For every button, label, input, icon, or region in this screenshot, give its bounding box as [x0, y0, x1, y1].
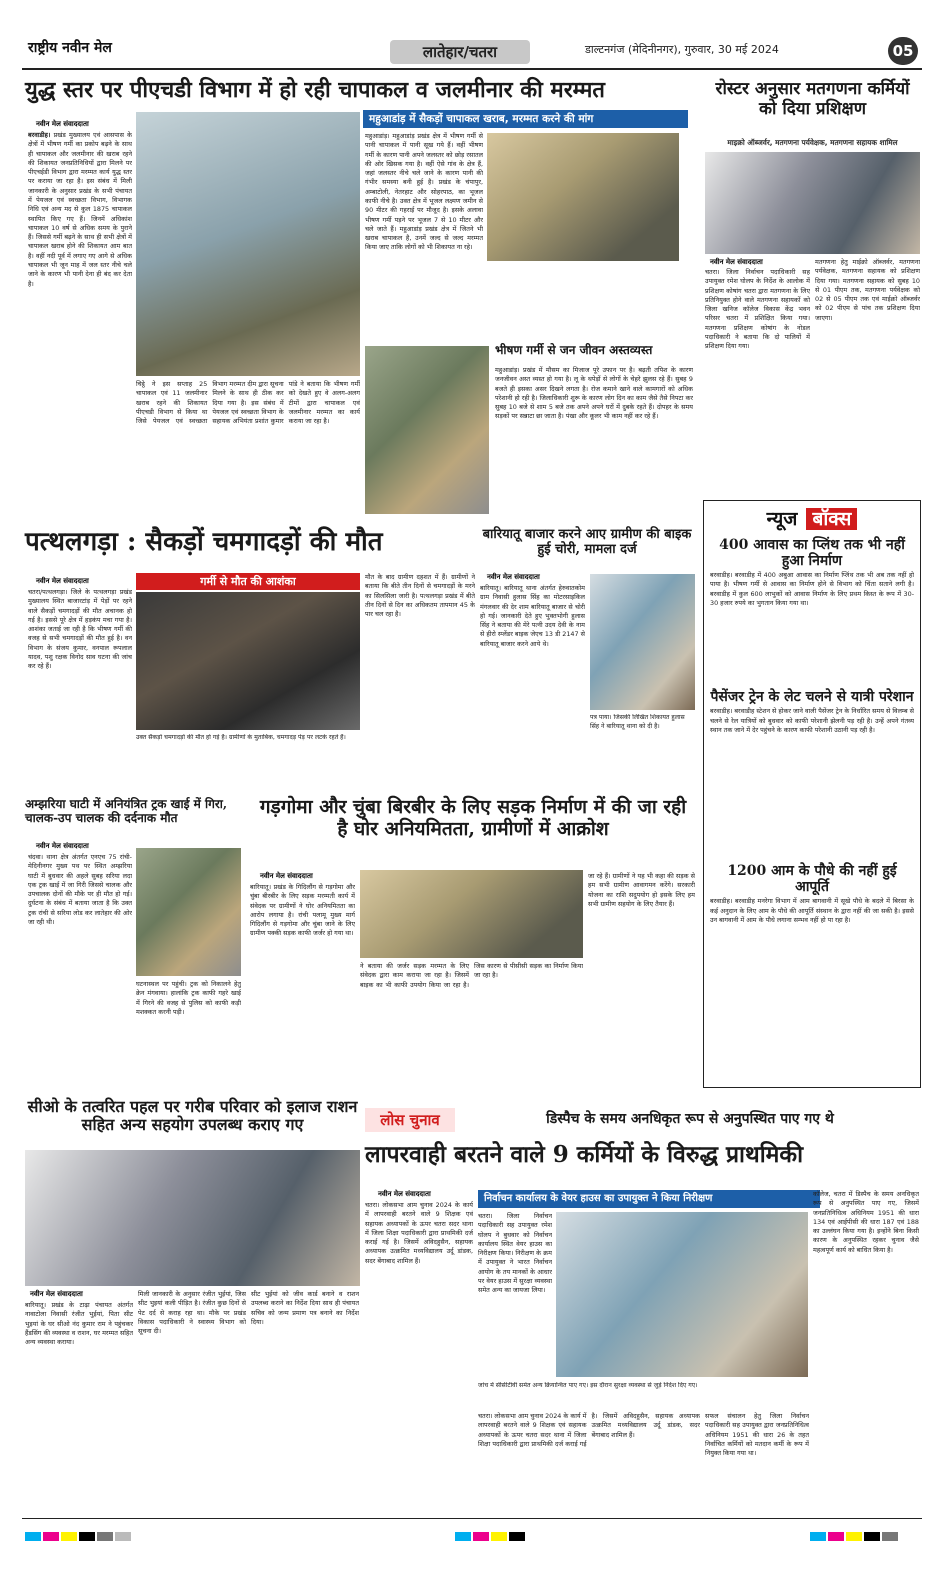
footer-rule [22, 1518, 922, 1519]
story7-photo [360, 870, 583, 958]
page-number: 05 [888, 37, 918, 65]
story1-byline: नवीन मेल संवाददाता [36, 120, 89, 128]
story7-body2: ने बताया की जर्जर सड़क मरम्मत के लिए संवेदक द्वारा काम कराया जा रहा है। जिसमें बाइक का भी काफी उपयोग किया जा रहा है। जिस कारण से पीसीसी सड़क का निर्माण किया जा रहा है। [360, 962, 583, 989]
story5-headline: बारियातू बाजार करने आए ग्रामीण की बाइक हुई चोरी, मामला दर्ज [482, 527, 692, 557]
story1-body2: चिट्ठे ने इस सप्ताह 25 चापाकल एवं 11 जलमीनार खराब रहने की शिकायत पीएचडी विभाग से किया था जिसे पेयजल एवं स्वच्छता विभाग मरम्मत दीम द्वारा सूचना मिलने के साथ ही ठीक कर दिया गया है। इस संबंध में पेयजल एवं स्वच्छता विभाग के सहायक अभियंता प्रशांत कुमार पांडे ने बताया कि भीषण गर्मी को देखते हुए वे अलग-अलग टीमों द्वारा चापाकल एवं जलमीनार मरम्मत का कार्य कराया जा रहा है। [136, 380, 360, 426]
story3-byline: नवीन मेल संवाददाता [710, 258, 763, 266]
story7-body3: जा रहे हैं। ग्रामीणों ने यह भी कहा की सड़क से हम सभी ग्रामीण आवागमन करेंगे। सरकारी योजना का राशि सदुपयोग हो इसके लिए हम सभी ग्रामीण सहयोग के लिए तैयार हैं। [588, 872, 695, 908]
story3-photo [705, 152, 920, 254]
story2-body: महुआडांड़। प्रखंड में मौसम का मिजाज पूरे उफान पर है। बढ़ती तपिश के कारण जनजीवन अस्त व्यस्त हो गया है। लू के थपेड़ों से लोगों के चेहरे झुलस रहे हैं। सुबह 9 बजते ही इसका असर दिखने लगता है। रोज कमाने खाने वाले कामगारों को अधिक परेशानी हो रही है। जिलाधिकारी शुरू के कारण लोग दिन का काम जैसे तैसे निपटा कर सुबह 10 बजे से शाम 5 बजे तक अपने अपने घरों में दुबके रहते हैं। दोपहर के समय सड़कों पर सन्नाटा छा जाता है। पंखा और कूलर भी काम नहीं कर रहे हैं। [495, 366, 693, 421]
story9-photo [556, 1212, 808, 1377]
newsbox-item1-text: बरवाडीह। बरवाडीह में 400 अबुआ आवास का निर्माण प्लिंथ तक भी अब तक नहीं हो पाया है। भीषण गर्मी से आवास का निर्माण होने से विभाग को चिंता सताने लगी है। बरवाडीह में कुल 600 लाभुकों को आवास निर्माण के लिए प्रथम किस्त के रूप में 30-30 हजार रुपये का भुगतान किया गया था। [710, 571, 914, 608]
story1-body [28, 131, 132, 517]
story1-text: प्रखंड मुख्यालय एवं आसपास के क्षेत्रों में भीषण गर्मी का प्रकोप बढ़ने के साथ ही चापाकल और जलमीनार की खराब रहने की शिकायत जनप्रतिनिधियों द्वारा मिलने पर पीएचईडी विभाग द्वारा मरम्मत कार्य युद्ध स्तर पर कराया जा रहा है। इस संबंध में मिली जानकारी के अनुसार प्रखंड के सभी पंचायत में पेयजल एवं स्वच्छता विभाग, विभागक निधि एवं अन्य मद से कुल 1875 चापाकल स्थापित किए गए हैं। जिनमें अधिकांश चापाकल 10 वर्ष से अधिक समय के पुराने हैं। जिससे गर्मी बढ़ने के साथ ही सभी क्षेत्रों में चापाकल खराब होने की शिकायत आम बात है। वहीं नदी पूर्व में लगाए गए आगे से अधिक चापाकल भी जून माह में जल स्तर नीचे चले जाने के कारण भी पानी देना ही बंद कर देता है। [28, 131, 132, 288]
story9-tag: लोस चुनाव [365, 1108, 455, 1132]
newsbox-item3-headline: 1200 आम के पौधे की नहीं हुई आपूर्ति [727, 863, 897, 896]
story1-strip: महुआडांड़ में सैकड़ों चापाकल खराब, मरम्मत करने की मांग [363, 110, 688, 128]
story9-body: चतरा। लोकसभा आम चुनाव 2024 के कार्य में लापरवाही बरतने वाले 9 शिक्षक एवं सहायक अध्यापकों के ऊपर चतरा सदर थाना में जिला शिक्षा पदाधिकारी द्वारा प्राथमिकी दर्ज कराई गई है। जिसमें अविदहुसैन, सहायक अध्यापक उत्क्रमित मध्यविद्यालय उर्दू डांडक, सदर बेंगाबाद शामिल हैं। [365, 1201, 473, 1265]
story4-photo [136, 592, 360, 730]
story8-byline: नवीन मेल संवाददाता [30, 1290, 83, 1298]
story1-photo [136, 112, 360, 376]
masthead: राष्ट्रीय नवीन मेल [28, 40, 112, 56]
story5-byline: नवीन मेल संवाददाता [487, 573, 540, 581]
story9-inner-caption: जांच में सीसीटीवी समेत अन्य क्रियान्वित पाए गए। इस दौरान सुरक्षा व्यवस्था से जुड़े निर्देश दिए गए। [478, 1382, 698, 1389]
story3-headline: रोस्टर अनुसार मतगणना कर्मियों को दिया प्रशिक्षण [715, 79, 910, 119]
newsbox-item3-text: बरवाडीह। बरवाडीह मनरेगा विभाग में आम बागवानी में सूखे पौधे के बदले में बिरसा के कई अनुदान के लिए आम के पौधे की आपूर्ति संस्थान के द्वारा नहीं की जा सकी है। इससे उन बागवानी में आम के पौधे लगाना सम्भव नहीं हो पा रहा है। [710, 897, 914, 925]
section-tab: लातेहार/चतरा [390, 40, 530, 64]
story7-body: बारियातू। प्रखंड के गिदिलौंग से गड़गोमा और चुंबा बीरबीर के लिए सड़क मरम्मती कार्य में संवेदक पर ग्रामीणों ने घोर अनियमितता का आरोप लगाया है। रांची पलामू मुख्य मार्ग गिदिलौंग से गड़गोमा और चुंबा जाने के लिए ग्रामीण पक्की सड़क काफी जर्जर हो गया था। [250, 883, 355, 938]
story9-headline: लापरवाही बरतने वाले 9 कर्मियों के विरुद्ध प्राथमिकी [365, 1141, 804, 1168]
newsbox-title-b: बॉक्स [806, 508, 857, 530]
header-rule [22, 68, 922, 70]
story1-strip-photo [487, 133, 679, 261]
color-registration-bar-left [25, 1526, 133, 1545]
story1-dateline: बरवाडीह। [28, 131, 51, 139]
newsbox-item1-headline: 400 आवास का प्लिंथ तक भी नहीं हुआ निर्माण [719, 537, 905, 570]
story1-headline: युद्ध स्तर पर पीएचडी विभाग में हो रही चापाकल व जलमीनार की मरम्मत [25, 77, 605, 103]
story3-body: चतरा। जिला निर्वाचन पदाधिकारी सह उपायुक्त रमेश घोलप के निर्देश के आलोक में प्रशिक्षण कोषांग चतरा द्वारा मतगणना के लिए प्रतिनियुक्त होने वाले मतगणना सहायकों को जिला खनिज कॉलेज विकास केंद्र भवन परिसर चतरा में प्रशिक्षित किया गया। मतगणना प्रशिक्षण कोषांग के नोडल पदाधिकारी ने बताया कि दो पालियों में प्रशिक्षण दिया गया। [705, 268, 810, 351]
story1-strip-text: महुआडांड़। महुआडांड़ प्रखंड क्षेत्र में भीषण गर्मी से पानी चापाकल में पानी सूख गये हैं। वहीं भीषण गर्मी के कारण पानी अपने जलस्तर को छोड़ रसातल की ओर खिसक गया है। वहीं ऐसे गांव के क्षेत्र हैं, जहां जलस्तर नीचे चले जाने के कारण पानी की गंभीर समस्या बनी हुई है। प्रखंड के चंपापुर, अम्बाटोली, नेतरहाट और सोहरपाठ, का भूजल काफी नीचे है। उक्त क्षेत्र में भूजल लक्ष्मण जमीन से 90 मीटर की गहराई पर मौजूद है। इसके अलावा भीषण गर्मी पड़ने पर भूजल 7 से 10 मीटर और चले जाते हैं। महुआडांड़ प्रखंड क्षेत्र में जितने भी खराब चापाकल है, उनमें जल्द से जल्द मरम्मत किया जाए ताकि लोगों को भी शिकायत ना रहे। [365, 132, 483, 252]
story4-caption: उक्त सैकड़ों चमगादड़ों की मौत हो गई है। ग्रामीणों के मुताबिक, चमगादड़ पेड़ पर लटके रहते हैं। [136, 734, 346, 741]
story7-byline: नवीन मेल संवाददाता [260, 872, 313, 880]
story9-strip: निर्वाचन कार्यालय के वेयर हाउस का उपायुक्त ने किया निरीक्षण [478, 1190, 820, 1208]
story2-photo [365, 346, 489, 514]
story6-body2: घटनास्थल पर पहुंची। ट्रक को निकालने हेतु क्रेन मंगवाया। हालांकि ट्रक काफी गहरे खाई में गिरने की वजह से पुलिस को काफी कड़ी मशक्कत करनी पड़ी। [136, 980, 241, 1016]
newsbox-item2-headline: पैसेंजर ट्रेन के लेट चलने से यात्री परेशान [710, 689, 914, 706]
story8-body2: मिली जानकारी के अनुसार रंजीत भुईयां, जिस सीट भुइयां कली पीड़ित है। रंजीत कुछ दिनों से पेट दर्द से कराह रहा था। मौके पर प्रखंड विकास पदाधिकारी ने स्वास्थ्य विभाग को सूचना दी। [138, 1290, 246, 1336]
story6-body: चंदवा। थाना क्षेत्र अंतर्गत एनएच 75 रांची-मेदिनीनगर मुख्य पथ पर स्थित अम्झरिया घाटी में बुधवार की अहले सुबह सरिया लदा एक ट्रक खाई में जा गिरी जिससे चालक और उपचालक दोनों की मौके पर ही मौत हो गई। दुर्घटना के संबंध में बताया जाता है कि उक्त ट्रक रांची से सरिया लोड कर लातेहार की ओर जा रही थी। [28, 853, 132, 926]
story2-headline: भीषण गर्मी से जन जीवन अस्तव्यस्त [495, 343, 653, 357]
story3-subhead: माइक्रो ऑब्जर्वर, मतगणना पर्यवेक्षक, मतगणना सहायक शामिल [727, 138, 898, 147]
story9-body2: चतरा। लोकसभा आम चुनाव 2024 के कार्य में लापरवाही बरतने वाले 9 शिक्षक एवं सहायक अध्यापकों के ऊपर चतरा सदर थाना में जिला शिक्षा पदाधिकारी द्वारा प्राथमिकी दर्ज कराई गई है। जिसमें अविदहुसैन, सहायक अध्यापक उत्क्रमित मध्यविद्यालय उर्दू डांडक, सदर बेंगाबाद शामिल हैं। [478, 1412, 700, 1448]
story9-bottom-text: सफल संचालन हेतु जिला निर्वाचन पदाधिकारी सह उपायुक्त द्वारा जनप्रतिनिधित्व अधिनियम 1951 की धारा 26 के तहत निर्वाचित कर्मियों को मतदान कर्मी के रूप में नियुक्त किया गया था। [705, 1412, 809, 1458]
story7-headline: गड़गोमा और चुंबा बिरबीर के लिए सड़क निर्माण में की जा रही है घोर अनियमितता, ग्रामीणों में आक्रोश [259, 796, 687, 840]
story6-byline: नवीन मेल संवाददाता [36, 842, 89, 850]
story4-body: चतरा/पत्थलगड़ा। जिले के पत्थलगड़ा प्रखंड मुख्यालय स्थित बाजारटांड़ में पेड़ों पर रहने वाले सैकड़ों चमगादड़ों की मौत अचानक हो गई है। इससे पूरे क्षेत्र में हड़कंप मचा गया है। आशंका जताई जा रही है कि भीषण गर्मी की वजह से सभी चमगादड़ों की मौत हुई है। वन विभाग के संजय कुमार, वनपाल रूपलाल यादव, पशु रक्षक विनोद साव घटना की जांच कर रहे हैं। [28, 588, 132, 671]
story6-photo [136, 848, 241, 976]
story4-byline: नवीन मेल संवाददाता [36, 577, 89, 585]
story9-right-text: कॉलेज, चतरा में डिस्पैच के समय अनधिकृत रूप से अनुपस्थित पाए गए, जिसमें जनप्रतिनिधित्व अधिनियम 1951 की धारा 134 एवं आईपीसी की धारा 187 एवं 188 का उल्लंघन किया गया है। इन्होंने बिना किसी कारण के अनुपस्थित रहकर चुनाव जैसे महत्वपूर्ण कार्य को बाधित किया है। [813, 1190, 919, 1254]
story8-photo [25, 1150, 360, 1286]
story8-body: बारियातू। प्रखंड के टाढ़ा पंचायत अंतर्गत नावाटोला निवासी रंजीत भुईयां, पिता सीट भुइयां के घर सीओ नंद कुमार राम ने पहुंचकर हैंडसिंग की व्यवस्था व राशन, घर मरम्मत सहित अन्य व्यवस्था कराया। [25, 1301, 133, 1347]
color-registration-bar-center [455, 1526, 527, 1545]
story5-photo [590, 574, 695, 710]
story4-body2: मौत के बाद ग्रामीण दहशत में हैं। ग्रामीणों ने बताया कि बीते तीन दिनों से चमगादड़ों के मरने का सिलसिला जारी है। पत्थलगड़ा प्रखंड में बीते तीन दिनों से दिन का अधिकतम तापमान 45 के पार चल रहा है। [365, 573, 475, 619]
story9-kicker: डिस्पैच के समय अनधिकृत रूप से अनुपस्थित पाए गए थे [546, 1111, 834, 1127]
story8-headline: सीओ के तत्वरित पहल पर गरीब परिवार को इलाज राशन सहित अन्य सहयोग उपलब्ध कराए गए [27, 1097, 358, 1135]
color-registration-bar-right [810, 1526, 900, 1545]
story5-caption: पत्र पाया। जिसकी लिखित शिकायत हुलास सिंह ने बारियातू थाना को दी है। [590, 714, 685, 730]
story4-headline: पत्थलगड़ा : सैकड़ों चमगादड़ों की मौत [25, 527, 383, 557]
story3-body2: मतगणना हेतु माईक्रो ऑब्जर्वर, मतगणना पर्यवेक्षक, मतगणना सहायक को प्रशिक्षण दिया गया। मतगणना सहायक को सुबह 10 से 01 पीएम तक, मतगणना पर्यवेक्षक को 02 से 05 पीएम तक एवं माईक्रो ऑब्जर्वर को 02 पीएम से पांच तक प्रशिक्षण दिया जाएगा। [815, 258, 920, 322]
story6-headline: अम्झरिया घाटी में अनियंत्रित ट्रक खाई में गिरा, चालक-उप चालक की दर्दनाक मौत [25, 797, 228, 825]
story4-strip: गर्मी से मौत की आशंका [136, 573, 360, 590]
story9-inner-text: चतरा। जिला निर्वाचन पदाधिकारी सह उपायुक्त रमेश घोलप ने बुधवार को निर्वाचन कार्यालय स्थित वेयर हाउस का निरीक्षण किया। निरीक्षण के क्रम में उपायुक्त ने भारत निर्वाचन आयोग के तय मानकों के आधार पर वेयर हाउस में सुरक्षा व्यवस्था समेत अन्य का जायजा लिया। [478, 1212, 552, 1295]
story9-byline: नवीन मेल संवाददाता [378, 1190, 431, 1198]
page-dateline: डाल्टनगंज (मेदिनीनगर), गुरुवार, 30 मई 2024 [585, 43, 779, 56]
newsbox-title-a: न्यूज [766, 508, 798, 530]
newsbox-item2-text: बरवाडीह। बरवाडीह स्टेशन से होकर जाने वाली पैसेंजर ट्रेन के निर्धारित समय से विलम्ब से चलने से रेल यात्रियों को बुधवार को काफी परेशानी झेलनी पड़ रही है। उन्हें अपने गंतव्य स्थान तक जाने में देर पहुंचने के कारण काफी परेशानी उठानी पड़ रही है। [710, 707, 914, 734]
story8-body3: सीट भुईयां को जीव कार्ड बनाने व राशन उपलब्ध कराने का निर्देश दिया साथ ही पंचायत सचिव को जन्म प्रमाण पत्र बनाने का निर्देश दिया। [251, 1290, 359, 1326]
newsbox [703, 500, 921, 1088]
story5-body: बारियातू। बारियातू थाना अंतर्गत हेरुवातकोम ग्राम निवासी हुलास सिंह का मोटरसाइकिल मंगलवार की देर शाम बारियातू बाजार से चोरी हो गई। जानकारी देते हुए भुक्तभोगी हुलास सिंह ने बताया की मेरे पत्नी उदय देवी के नाम से हीरो स्प्लेंडर बाइक जेएच 13 डी 2147 से बारियातू बाजार करने आये थे। [480, 584, 585, 648]
